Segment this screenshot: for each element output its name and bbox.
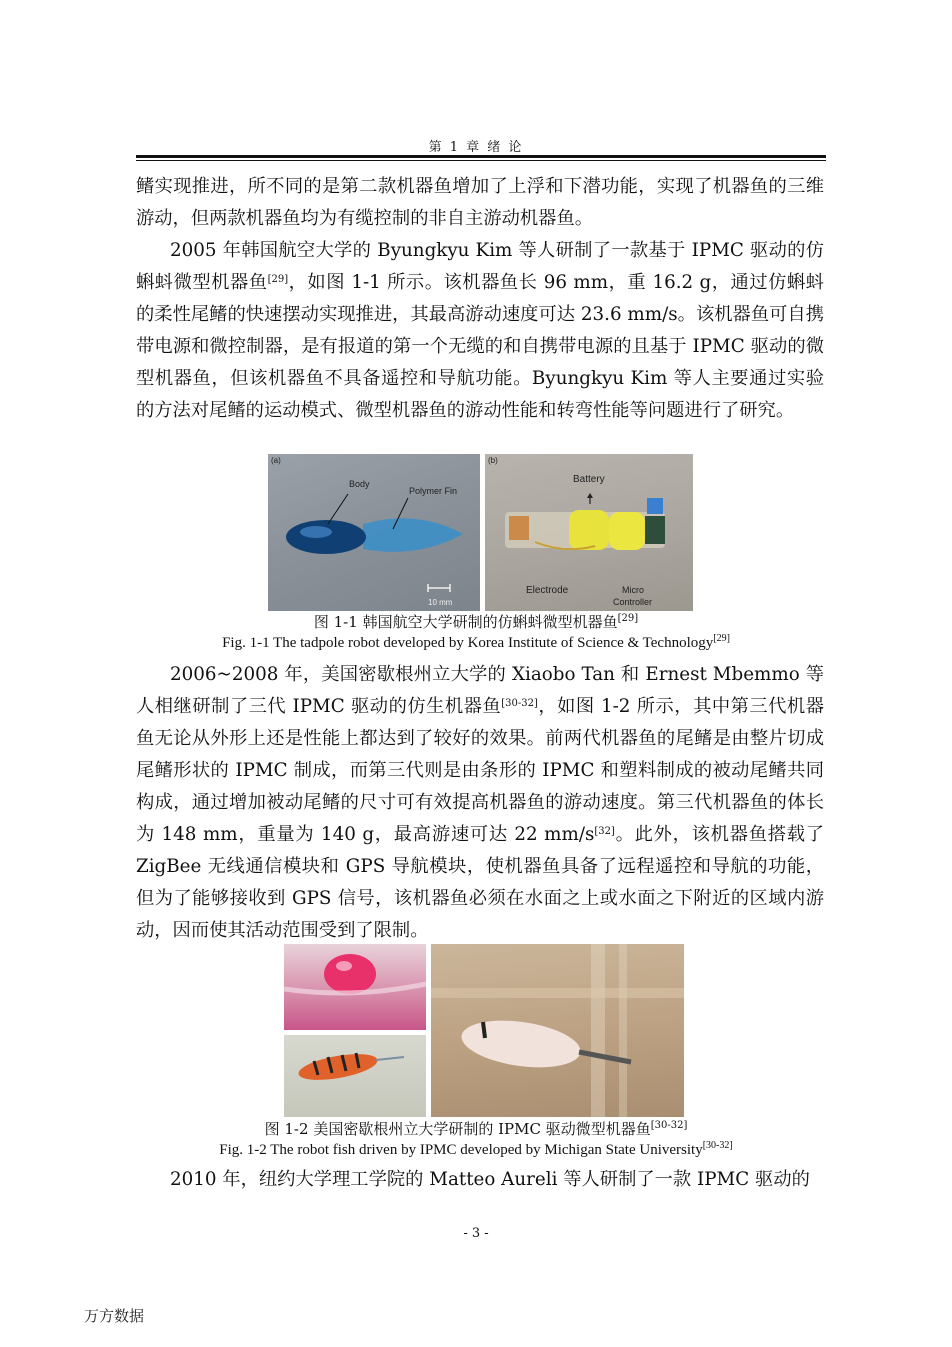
figure-1-2-caption-en: Fig. 1-2 The robot fish driven by IPMC developed by Michigan State University[30-32] (219, 1140, 733, 1158)
text-block-1 (136, 171, 824, 427)
text-block-3 (136, 1164, 824, 1196)
panel-b-tag: (b) (488, 456, 498, 465)
ipmc-fish-image (431, 944, 684, 1117)
footer-watermark: 万方数据 (84, 1307, 145, 1325)
label-body: Body (349, 479, 370, 489)
citation: [30-32] (501, 698, 538, 709)
citation: [32] (594, 826, 615, 837)
figure-1-2-photo-top-left (284, 944, 426, 1030)
figure-1-1-caption-en: Fig. 1-1 The tadpole robot developed by Korea Institute of Science & Technology[29] (222, 633, 730, 651)
header-rule-thin (136, 160, 826, 161)
page-number: - 3 - (463, 1226, 489, 1241)
paragraph-3: 2006~2008 年，美国密歇根州立大学的 Xiaobo Tan 和 Ernest Mbemmo 等人相继研制了三代 IPMC 驱动的仿生机器鱼[30-32]，如图 1-2 所示，其中第三代机器鱼无论从外形上还是性能上都达到了较好的效果。前两代机器鱼的尾鳍是由整片切成尾鳍形状的 IPMC 制成，而第三代则是由条形的 IPMC 和塑料制成的被动尾鳍共同构成，通过增加被动尾鳍的尺寸可有效提高机器鱼的游动速度。第三代机器鱼的体长为 148 mm，重量为 140 g，最高游速可达 22 mm/s[32]。此外，该机器鱼搭载了 ZigBee 无线通信模块和 GPS 导航模块，使机器鱼具备了远程遥控和导航的功能，但为了能够接收到 GPS 信号，该机器鱼必须在水面之上或水面之下附近的区域内游动，因而使其活动范围受到了限制。 (136, 664, 824, 941)
label-scale: 10 mm (428, 598, 453, 607)
figure-1-2-photo-right (431, 944, 684, 1117)
paragraph-4: 2010 年，纽约大学理工学院的 Matteo Aureli 等人研制了一款 IPMC 驱动的 (170, 1169, 810, 1190)
label-micro: Micro (622, 585, 644, 595)
pink-robot-image (284, 944, 426, 1030)
figure-1-2-photo-bottom-left (284, 1035, 426, 1117)
label-polymer-fin: Polymer Fin (409, 486, 458, 496)
paragraph-1: 鳍实现推进，所不同的是第二款机器鱼增加了上浮和下潜功能，实现了机器鱼的三维游动，但两款机器鱼均为有缆控制的非自主游动机器鱼。 (136, 176, 824, 229)
citation: [29] (267, 274, 289, 285)
chapter-header: 第 1 章 绪 论 (428, 140, 524, 155)
figure-1-2-caption-cn: 图 1-2 美国密歇根州立大学研制的 IPMC 驱动微型机器鱼[30-32] (264, 1120, 688, 1138)
figure-1-1-caption-cn: 图 1-1 韩国航空大学研制的仿蝌蚪微型机器鱼[29] (313, 613, 639, 631)
panel-a-tag: (a) (271, 456, 281, 465)
figure-1-1-panel-a (268, 454, 480, 611)
label-electrode: Electrode (526, 585, 569, 596)
label-controller: Controller (613, 597, 653, 607)
header-rule-thick (136, 155, 826, 158)
tadpole-robot-image (268, 454, 480, 611)
text-block-2 (136, 659, 824, 947)
paragraph-2: 2005 年韩国航空大学的 Byungkyu Kim 等人研制了一款基于 IPMC 驱动的仿蝌蚪微型机器鱼[29]，如图 1-1 所示。该机器鱼长 96 mm，重 16.2 g，通过仿蝌蚪的柔性尾鳍的快速摆动实现推进，其最高游动速度可达 23.6 mm/s。该机器鱼可自携带电源和微控制器，是有报道的第一个无缆的和自携带电源的且基于 IPMC 驱动的微型机器鱼，但该机器鱼不具备遥控和导航功能。Byungkyu Kim 等人主要通过实验的方法对尾鳍的运动模式、微型机器鱼的游动性能和转弯性能等问题进行了研究。 (136, 240, 824, 421)
label-battery: Battery (573, 474, 605, 485)
striped-fish-image (284, 1035, 426, 1117)
figure-1-1-panel-b (485, 454, 693, 611)
